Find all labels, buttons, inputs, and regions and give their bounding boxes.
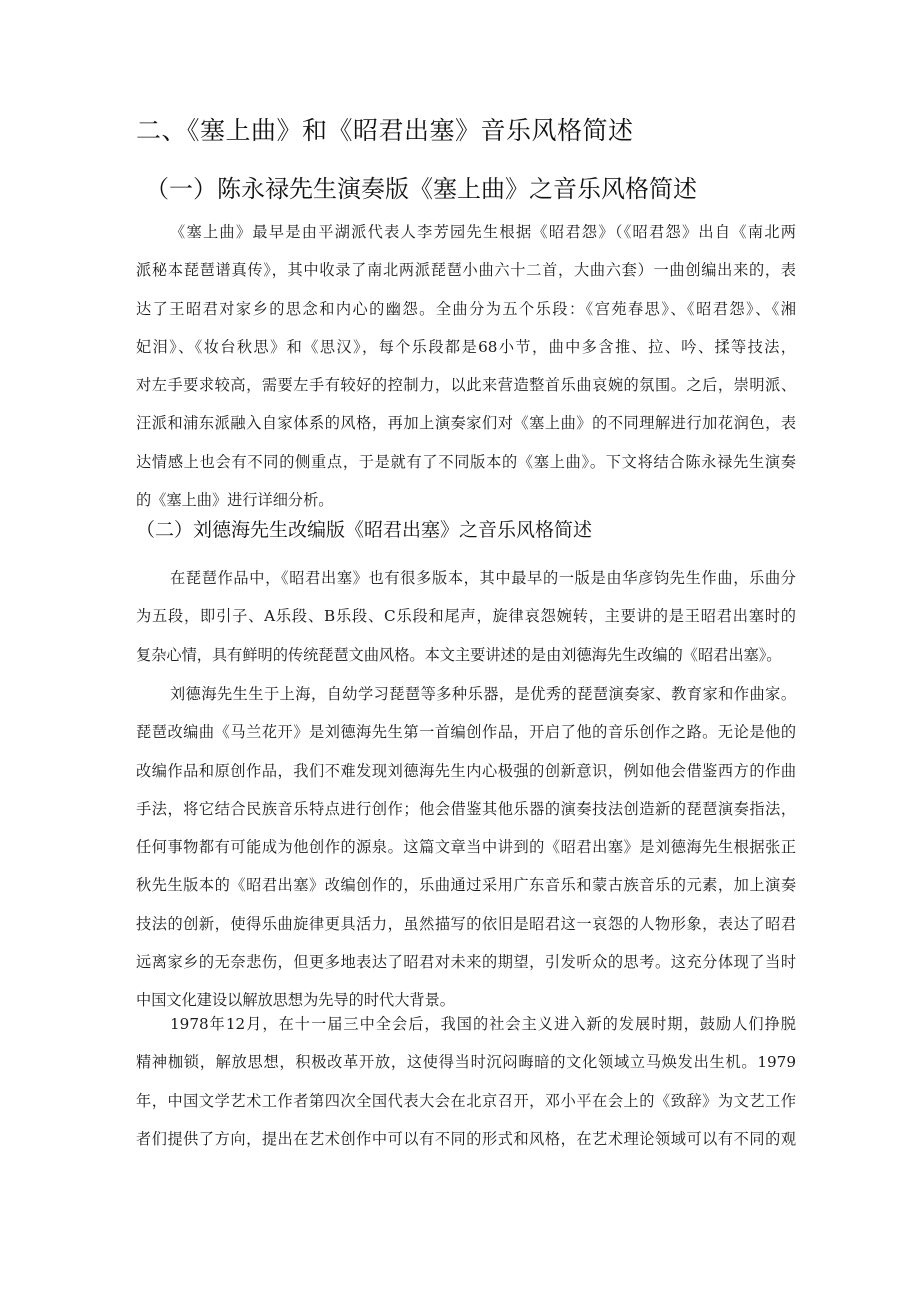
paragraph-line: 远离家乡的无奈悲伤，但更多地表达了昭君对未来的期望，引发听众的思考。这充分体现了当时 [136,953,796,972]
paragraph-line: 精神枷锁，解放思想，积极改革开放，这使得当时沉闷晦暗的文化领域立马焕发出生机。1979 [136,1053,796,1072]
paragraph-line: 中国文化建设以解放思想为先导的时代大背景。 [136,991,455,1010]
subsection-heading-2: （二）刘德海先生改编版《昭君出塞》之音乐风格简述 [136,519,593,541]
paragraph-line: 对左手要求较高，需要左手有较好的控制力，以此来营造整首乐曲哀婉的氛围。之后，崇明派、 [136,376,796,395]
section-heading: 二、《塞上曲》和《昭君出塞》音乐风格简述 [136,116,634,145]
paragraph-line: 汪派和浦东派融入自家体系的风格，再加上演奏家们对《塞上曲》的不同理解进行加花润色，表 [136,414,796,433]
paragraph-line: 《塞上曲》最早是由平湖派代表人李芳园先生根据《昭君怨》（《昭君怨》出自《南北两 [170,223,796,241]
paragraph-line: 技法的创新，使得乐曲旋律更具活力，虽然描写的依旧是昭君这一哀怨的人物形象，表达了昭君 [136,914,796,933]
paragraph-line: 刘德海先生生于上海，自幼学习琵琶等多种乐器，是优秀的琵琶演奏家、教育家和作曲家。 [170,685,796,703]
paragraph-line: 者们提供了方向，提出在艺术创作中可以有不同的形式和风格，在艺术理论领域可以有不同的观 [136,1129,796,1148]
paragraph-line: 的《塞上曲》进行详细分析。 [136,491,334,510]
paragraph-1978-reform [136,1005,796,1158]
paragraph-line: 改编作品和原创作品，我们不难发现刘德海先生内心极强的创新意识，例如他会借鉴西方的作曲 [136,761,796,780]
paragraph-line: 复杂心情，具有鲜明的传统琵琶文曲风格。本文主要讲述的是由刘德海先生改编的《昭君出塞》。 [136,645,782,664]
paragraph-line: 1978年12月，在十一届三中全会后，我国的社会主义进入新的发展时期，鼓励人们挣脱 [170,1015,796,1033]
subsection-heading-1: （一）陈永禄先生演奏版《塞上曲》之音乐风格简述 [145,175,697,203]
paragraph-zhaojun-versions [136,559,796,674]
paragraph-line: 派秘本琵琶谱真传》，其中收录了南北两派琵琶小曲六十二首，大曲六套）一曲创编出来的，表 [136,261,796,280]
paragraph-line: 为五段，即引子、A乐段、B乐段、C乐段和尾声，旋律哀怨婉转，主要讲的是王昭君出塞时的 [136,607,796,626]
paragraph-liudehai [136,675,796,1020]
paragraph-line: 秋先生版本的《昭君出塞》改编创作的，乐曲通过采用广东音乐和蒙古族音乐的元素，加上演奏 [136,876,796,895]
paragraph-line: 在琵琶作品中，《昭君出塞》也有很多版本，其中最早的一版是由华彦钧先生作曲，乐曲分 [170,569,796,587]
paragraph-line: 琵琶改编曲《马兰花开》是刘德海先生第一首编创作品，开启了他的音乐创作之路。无论是他的 [136,723,796,742]
paragraph-line: 达了王昭君对家乡的思念和内心的幽怨。全曲分为五个乐段：《宫苑春思》、《昭君怨》、《湘 [136,299,796,318]
paragraph-line: 达情感上也会有不同的侧重点，于是就有了不同版本的《塞上曲》。下文将结合陈永禄先生演奏 [136,452,796,471]
paragraph-line: 年，中国文学艺术工作者第四次全国代表大会在北京召开，邓小平在会上的《致辞》为文艺工作 [136,1091,796,1110]
paragraph-line: 手法，将它结合民族音乐特点进行创作；他会借鉴其他乐器的演奏技法创造新的琵琶演奏指法， [136,799,796,818]
paragraph-line: 妃泪》、《妆台秋思》和《思汉》，每个乐段都是68小节，曲中多含推、拉、吟、揉等技法， [136,337,796,356]
paragraph-line: 任何事物都有可能成为他创作的源泉。这篇文章当中讲到的《昭君出塞》是刘德海先生根据张正 [136,838,796,857]
paragraph-saishangqu [136,213,796,519]
